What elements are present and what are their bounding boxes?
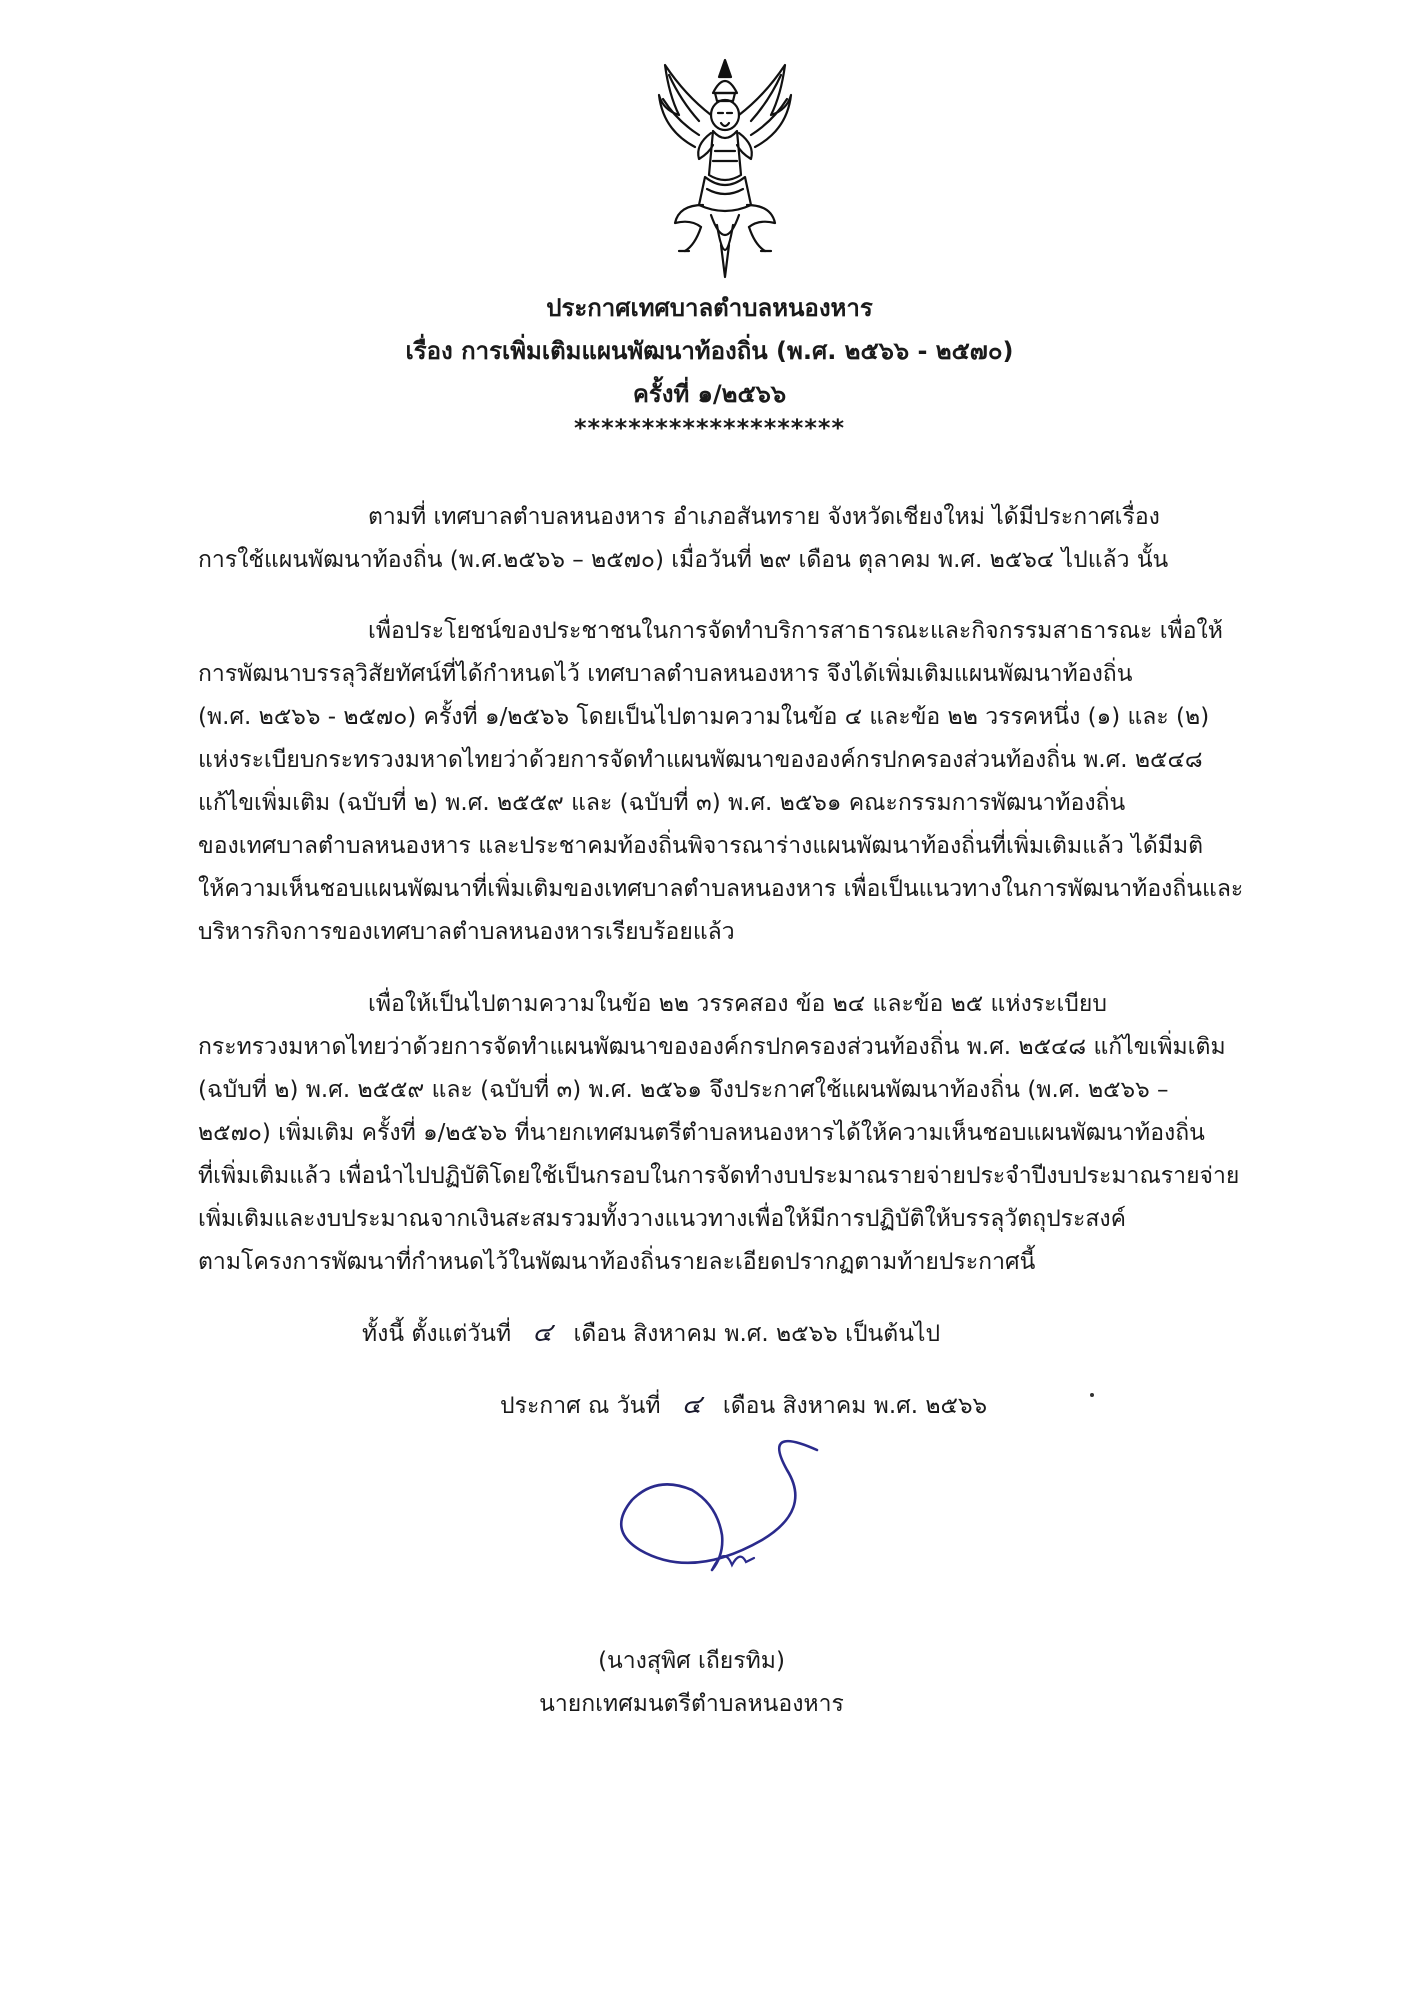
paragraph-line: ของเทศบาลตำบลหนองหาร และประชาคมท้องถิ่นพิจารณาร่างแผนพัฒนาท้องถิ่นที่เพิ่มเติมแล้ว ได้มีมติ bbox=[198, 833, 1204, 859]
paragraph-line: เพิ่มเติมและงบประมาณจากเงินสะสมรวมทั้งวางแนวทางเพื่อให้มีการปฏิบัติให้บรรลุวัตถุประสงค์ bbox=[198, 1206, 1127, 1232]
announcement-issue-number: ครั้งที่ ๑/๒๕๖๖ bbox=[632, 380, 787, 408]
paragraph-line: (ฉบับที่ ๒) พ.ศ. ๒๕๕๙ และ (ฉบับที่ ๓) พ.ศ. ๒๕๖๑ จึงประกาศใช้แผนพัฒนาท้องถิ่น (พ.ศ. ๒๕๖๖ – bbox=[198, 1077, 1169, 1103]
announced-date-suffix: เดือน สิงหาคม พ.ศ. ๒๕๖๖ bbox=[722, 1393, 988, 1419]
paragraph-line: ที่เพิ่มเติมแล้ว เพื่อนำไปปฏิบัติโดยใช้เป็นกรอบในการจัดทำงบประมาณรายจ่ายประจำปีงบประมาณรายจ่าย bbox=[198, 1163, 1240, 1189]
effective-date-prefix: ทั้งนี้ ตั้งแต่วันที่ bbox=[362, 1321, 512, 1347]
paragraph-line: ตามโครงการพัฒนาที่กำหนดไว้ในพัฒนาท้องถิ่นรายละเอียดปรากฏตามท้ายประกาศนี้ bbox=[198, 1249, 1036, 1275]
paragraph-line: บริหารกิจการของเทศบาลตำบลหนองหารเรียบร้อยแล้ว bbox=[198, 919, 735, 945]
announcement-subject: เรื่อง การเพิ่มเติมแผนพัฒนาท้องถิ่น (พ.ศ. ๒๕๖๖ - ๒๕๗๐) bbox=[405, 337, 1014, 365]
signer-name: (นางสุพิศ เถียรทิม) bbox=[598, 1648, 785, 1674]
announced-date-prefix: ประกาศ ณ วันที่ bbox=[500, 1393, 661, 1419]
paragraph-line: กระทรวงมหาดไทยว่าด้วยการจัดทำแผนพัฒนาขององค์กรปกครองส่วนท้องถิ่น พ.ศ. ๒๕๔๘ แก้ไขเพิ่มเติม bbox=[198, 1034, 1226, 1060]
paragraph-line: ตามที่ เทศบาลตำบลหนองหาร อำเภอสันทราย จังหวัดเชียงใหม่ ได้มีประกาศเรื่อง bbox=[368, 504, 1160, 530]
paragraph-line: แก้ไขเพิ่มเติม (ฉบับที่ ๒) พ.ศ. ๒๕๕๙ และ (ฉบับที่ ๓) พ.ศ. ๒๕๖๑ คณะกรรมการพัฒนาท้องถิ่น bbox=[198, 790, 1126, 816]
handwritten-signature bbox=[612, 1430, 922, 1590]
paragraph-line: เพื่อประโยชน์ของประชาชนในการจัดทำบริการสาธารณะและกิจกรรมสาธารณะ เพื่อให้ bbox=[368, 618, 1223, 644]
paragraph-line: การใช้แผนพัฒนาท้องถิ่น (พ.ศ.๒๕๖๖ – ๒๕๗๐) เมื่อวันที่ ๒๙ เดือน ตุลาคม พ.ศ. ๒๕๖๔ ไปแล้ว นั้น bbox=[198, 547, 1169, 573]
signer-title: นายกเทศมนตรีตำบลหนองหาร bbox=[539, 1691, 844, 1717]
paragraph-line: ให้ความเห็นชอบแผนพัฒนาที่เพิ่มเติมของเทศบาลตำบลหนองหาร เพื่อเป็นแนวทางในการพัฒนาท้องถิ่นและ bbox=[198, 876, 1244, 902]
heading-separator: ******************** bbox=[573, 414, 845, 442]
garuda-emblem-icon bbox=[655, 55, 795, 280]
paragraph-line: (พ.ศ. ๒๕๖๖ - ๒๕๗๐) ครั้งที่ ๑/๒๕๖๖ โดยเป็นไปตามความในข้อ ๔ และข้อ ๒๒ วรรคหนึ่ง (๑) และ (๒) bbox=[198, 704, 1210, 730]
announced-date-line bbox=[500, 1390, 987, 1421]
announced-day-handwritten: ๔ bbox=[681, 1390, 702, 1420]
effective-date-suffix: เดือน สิงหาคม พ.ศ. ๒๕๖๖ เป็นต้นไป bbox=[573, 1321, 941, 1347]
paragraph-line: เพื่อให้เป็นไปตามความในข้อ ๒๒ วรรคสอง ข้อ ๒๔ และข้อ ๒๕ แห่งระเบียบ bbox=[368, 991, 1107, 1017]
effective-day-handwritten: ๔ bbox=[532, 1318, 553, 1348]
paragraph-line: แห่งระเบียบกระทรวงมหาดไทยว่าด้วยการจัดทำแผนพัฒนาขององค์กรปกครองส่วนท้องถิ่น พ.ศ. ๒๕๔๘ bbox=[198, 747, 1203, 773]
paragraph-line: การพัฒนาบรรลุวิสัยทัศน์ที่ได้กำหนดไว้ เทศบาลตำบลหนองหาร จึงได้เพิ่มเติมแผนพัฒนาท้องถิ่น bbox=[198, 661, 1133, 687]
paragraph-line: ๒๕๗๐) เพิ่มเติม ครั้งที่ ๑/๒๕๖๖ ที่นายกเทศมนตรีตำบลหนองหารได้ให้ความเห็นชอบแผนพัฒนาท้องถิ่น bbox=[198, 1120, 1205, 1146]
effective-date-line bbox=[362, 1318, 940, 1349]
ink-dot bbox=[1090, 1393, 1094, 1397]
announcement-issuer: ประกาศเทศบาลตำบลหนองหาร bbox=[546, 294, 873, 322]
